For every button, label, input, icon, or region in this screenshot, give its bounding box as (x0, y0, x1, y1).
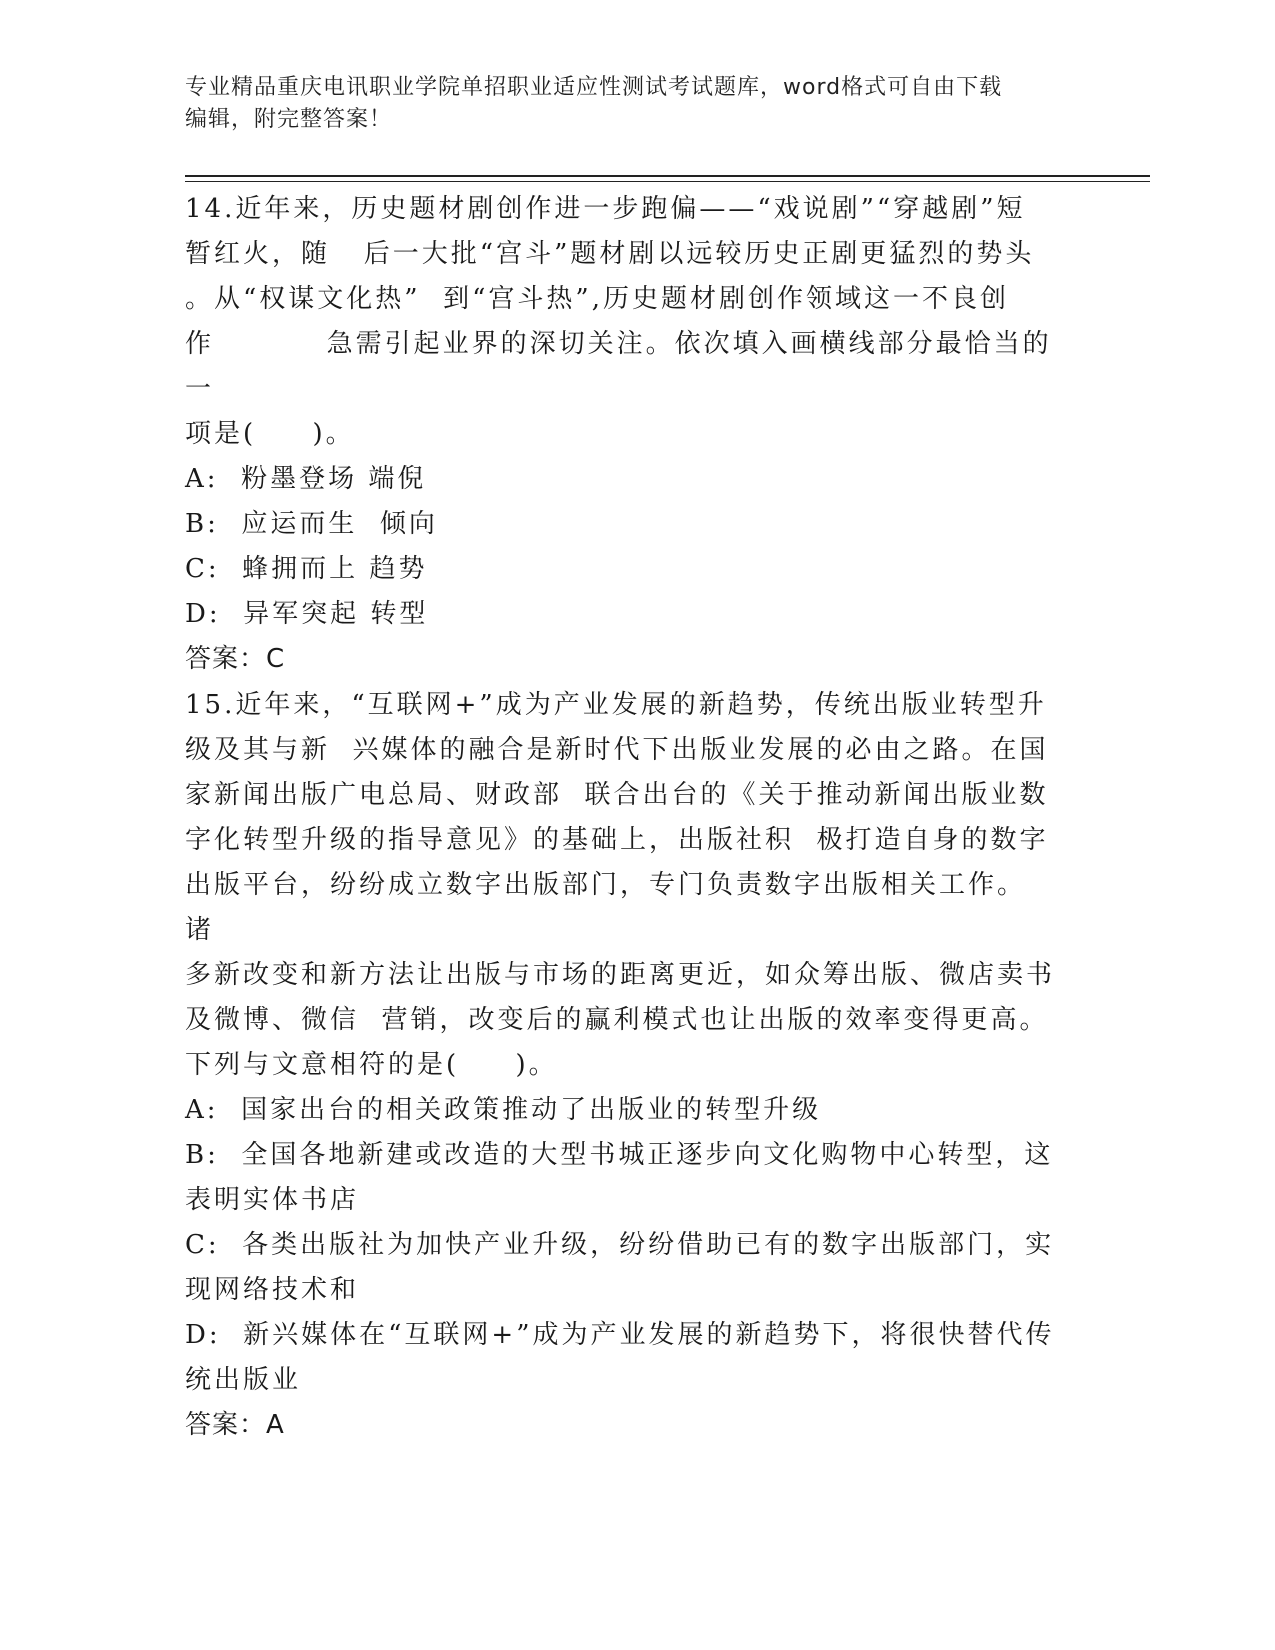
option-c: C: 蜂拥而上 趋势 (185, 554, 428, 584)
header-line-2: 编辑，附完整答案！ (185, 107, 393, 132)
option-b: B: 全国各地新建或改造的大型书城正逐步向文化购物中心转型，这 (185, 1140, 1054, 1170)
stem-line: 作 急需引起业界的深切关注。依次填入画横线部分最恰当的一 (185, 329, 1052, 404)
stem-line: 家新闻出版广电总局、财政部 联合出台的《关于推动新闻出版业数 (185, 780, 1049, 810)
stem-line: 多新改变和新方法让出版与市场的距离更近，如众筹出版、微店卖书 (185, 960, 1056, 990)
stem-line: 及微博、微信 营销，改变后的赢利模式也让出版的效率变得更高。 (185, 1005, 1049, 1035)
option-c: C: 各类出版社为加快产业升级，纷纷借助已有的数字出版部门，实 (185, 1230, 1055, 1260)
stem-line: 下列与文意相符的是( )。 (185, 1050, 558, 1080)
answer-line: 答案：A (185, 1410, 285, 1440)
page-header (185, 72, 1055, 136)
stem-line: 出版平台，纷纷成立数字出版部门，专门负责数字出版相关工作。 诸 (185, 870, 1038, 945)
question-14 (185, 187, 1065, 682)
stem-line: 15.近年来，“互联网+”成为产业发展的新趋势，传统出版业转型升 (185, 690, 1047, 720)
option-d: D: 新兴媒体在“互联网+”成为产业发展的新趋势下，将很快替代传 (185, 1320, 1055, 1350)
option-d: D: 异军突起 转型 (185, 599, 429, 629)
option-b: B: 应运而生 倾向 (185, 509, 438, 539)
option-a: A: 粉墨登场 端倪 (185, 464, 427, 494)
option-list (185, 1088, 1065, 1403)
question-stem (185, 683, 1065, 1088)
header-divider (185, 175, 1150, 177)
question-15 (185, 683, 1065, 1448)
stem-line: 级及其与新 兴媒体的融合是新时代下出版业发展的必由之路。在国 (185, 735, 1049, 765)
stem-line: 暂红火，随 后一大批“宫斗”题材剧以远较历史正剧更猛烈的势头 (185, 239, 1035, 269)
option-b-continued: 表明实体书店 (185, 1185, 360, 1215)
question-stem (185, 187, 1065, 457)
option-c-continued: 现网络技术和 (185, 1275, 360, 1305)
stem-line: 字化转型升级的指导意见》的基础上，出版社积 极打造自身的数字 (185, 825, 1049, 855)
option-d-continued: 统出版业 (185, 1365, 302, 1395)
option-a: A: 国家出台的相关政策推动了出版业的转型升级 (185, 1095, 822, 1125)
answer-line: 答案：C (185, 644, 286, 674)
option-list (185, 457, 1065, 637)
stem-line: 项是( )。 (185, 419, 355, 449)
stem-line: 14.近年来，历史题材剧创作进一步跑偏——“戏说剧”“穿越剧”短 (185, 194, 1026, 224)
header-divider-thin (185, 181, 1150, 182)
header-line-1: 专业精品重庆电讯职业学院单招职业适应性测试考试题库，word格式可自由下载 (185, 75, 1003, 100)
stem-line: 。从“权谋文化热” 到“宫斗热”,历史题材剧创作领域这一不良创 (185, 284, 1009, 314)
